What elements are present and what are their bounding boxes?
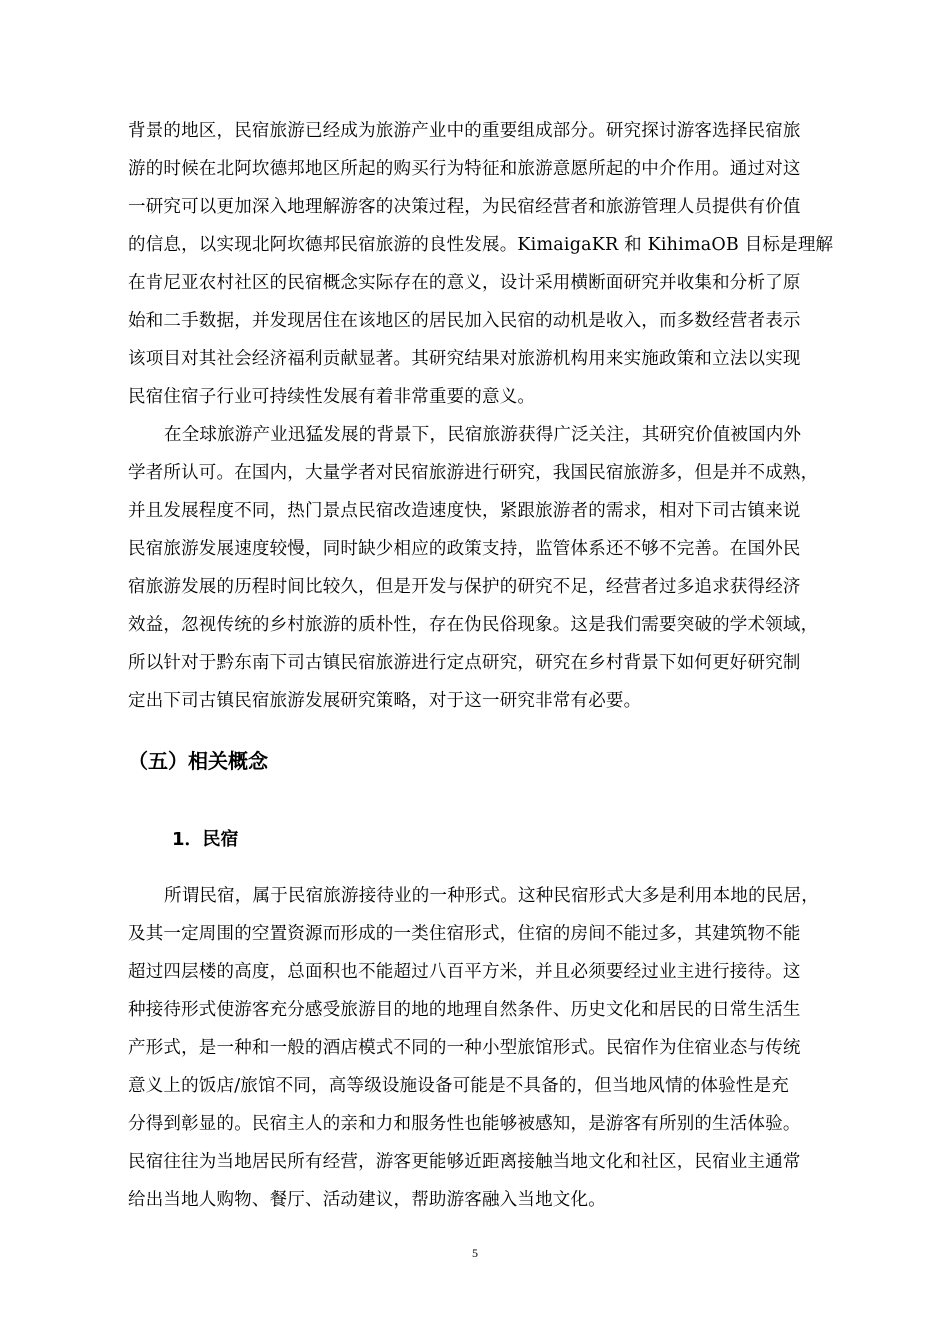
paragraph-line: 宿旅游发展的历程时间比较久，但是开发与保护的研究不足，经营者过多追求获得经济 xyxy=(128,577,801,597)
paragraph-line: 给出当地人购物、餐厅、活动建议，帮助游客融入当地文化。 xyxy=(128,1190,606,1210)
paragraph-line: 民宿住宿子行业可持续性发展有着非常重要的意义。 xyxy=(128,387,536,407)
paragraph-line: 产形式，是一种和一般的酒店模式不同的一种小型旅馆形式。民宿作为住宿业态与传统 xyxy=(128,1038,801,1058)
paragraph-line: 超过四层楼的高度，总面积也不能超过八百平方米，并且必须要经过业主进行接待。这 xyxy=(128,962,801,982)
section-heading: （五）相关概念 xyxy=(128,749,268,773)
paragraph-line: 背景的地区，民宿旅游已经成为旅游产业中的重要组成部分。研究探讨游客选择民宿旅 xyxy=(128,121,801,141)
paragraph-line: 意义上的饭店/旅馆不同，高等级设施设备可能是不具备的，但当地风情的体验性是充 xyxy=(128,1076,789,1096)
paragraph-line: 所谓民宿，属于民宿旅游接待业的一种形式。这种民宿形式大多是利用本地的民居， xyxy=(164,886,819,906)
paragraph-line: 学者所认可。在国内，大量学者对民宿旅游进行研究，我国民宿旅游多，但是并不成熟， xyxy=(128,463,819,483)
paragraph-line: 一研究可以更加深入地理解游客的决策过程，为民宿经营者和旅游管理人员提供有价值 xyxy=(128,197,801,217)
paragraph-line: 及其一定周围的空置资源而形成的一类住宿形式，住宿的房间不能过多，其建筑物不能 xyxy=(128,924,801,944)
paragraph-line: 民宿旅游发展速度较慢，同时缺少相应的政策支持，监管体系还不够不完善。在国外民 xyxy=(128,539,801,559)
paragraph-line: 所以针对于黔东南下司古镇民宿旅游进行定点研究，研究在乡村背景下如何更好研究制 xyxy=(128,653,801,673)
paragraph-line: 该项目对其社会经济福利贡献显著。其研究结果对旅游机构用来实施政策和立法以实现 xyxy=(128,349,801,369)
page-number: 5 xyxy=(472,1246,478,1260)
paragraph-line: 游的时候在北阿坎德邦地区所起的购买行为特征和旅游意愿所起的中介作用。通过对这 xyxy=(128,159,801,179)
paragraph-line: 在肯尼亚农村社区的民宿概念实际存在的意义，设计采用横断面研究并收集和分析了原 xyxy=(128,273,801,293)
paragraph-line: 种接待形式使游客充分感受旅游目的地的地理自然条件、历史文化和居民的日常生活生 xyxy=(128,1000,801,1020)
paragraph-line: 定出下司古镇民宿旅游发展研究策略，对于这一研究非常有必要。 xyxy=(128,691,642,711)
paragraph-line: 在全球旅游产业迅猛发展的背景下，民宿旅游获得广泛关注，其研究价值被国内外 xyxy=(164,425,802,445)
paragraph-line: 的信息，以实现北阿坎德邦民宿旅游的良性发展。KimaigaKR 和 KihimaOB 目标是理解 xyxy=(128,235,834,255)
paragraph-line: 民宿往往为当地居民所有经营，游客更能够近距离接触当地文化和社区，民宿业主通常 xyxy=(128,1152,801,1172)
paragraph-line: 并且发展程度不同，热门景点民宿改造速度快，紧跟旅游者的需求，相对下司古镇来说 xyxy=(128,501,801,521)
paragraph-line: 分得到彰显的。民宿主人的亲和力和服务性也能够被感知，是游客有所别的生活体验。 xyxy=(128,1114,801,1134)
paragraph-line: 始和二手数据，并发现居住在该地区的居民加入民宿的动机是收入，而多数经营者表示 xyxy=(128,311,801,331)
paragraph-line: 效益，忽视传统的乡村旅游的质朴性，存在伪民俗现象。这是我们需要突破的学术领域， xyxy=(128,615,819,635)
subsection-heading: 1．民宿 xyxy=(172,829,239,850)
